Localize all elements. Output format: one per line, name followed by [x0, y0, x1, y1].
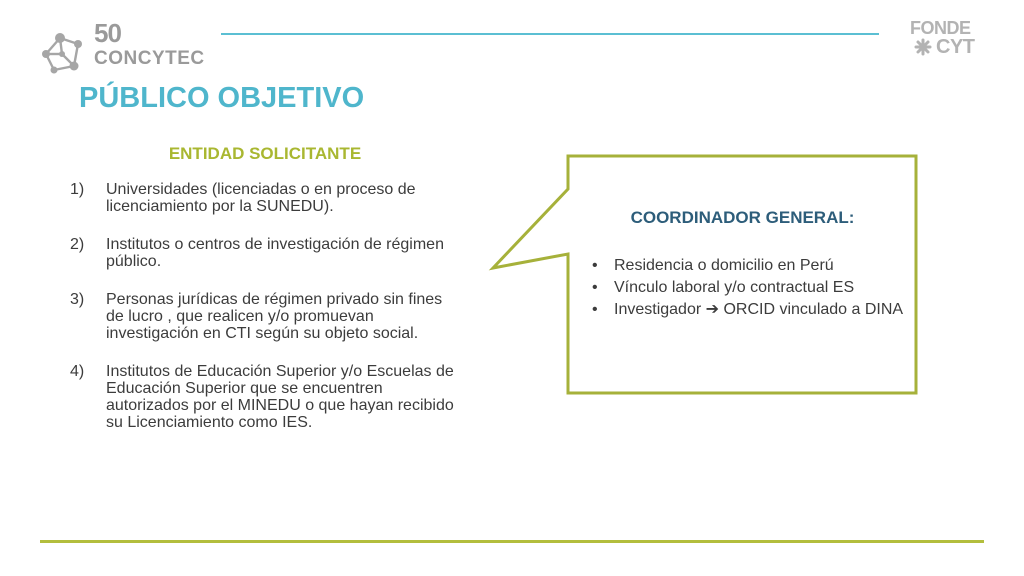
footer-divider — [40, 540, 984, 543]
arrow-right-icon: ➔ — [705, 301, 720, 318]
coordinator-heading: COORDINADOR GENERAL: — [630, 208, 855, 227]
logo-anniversary-number: 50 — [94, 18, 121, 48]
item-number: 4) — [70, 363, 85, 380]
entidad-heading: ENTIDAD SOLICITANTE — [168, 144, 362, 163]
list-item — [592, 299, 912, 320]
item-number: 1) — [70, 181, 85, 198]
list-item — [592, 255, 912, 276]
item-text-continued: ORCID vinculado a DINA — [719, 301, 904, 318]
bullet-icon: • — [592, 257, 598, 274]
item-number: 3) — [70, 291, 85, 308]
item-text: Institutos de Educación Superior y/o Escuelas de Educación Superior que se encuentren autorizados por el MINEDU o que hayan recibido su Licenciamiento como IES. — [106, 363, 454, 431]
logo-cyt-text: CYT — [936, 36, 975, 58]
item-text: Personas jurídicas de régimen privado sin fines de lucro , que realicen y/o promuevan investigación en CTI según su objeto social. — [106, 291, 443, 342]
logo-fonde-text: FONDE — [910, 18, 971, 38]
logo-concytec-text: CONCYTEC — [94, 48, 205, 69]
bullet-icon: • — [592, 279, 598, 296]
page-title: PÚBLICO OBJETIVO — [79, 82, 365, 114]
item-text: Universidades (licenciadas o en proceso de licenciamiento por la SUNEDU). — [106, 181, 416, 215]
item-number: 2) — [70, 236, 85, 253]
item-text: Investigador — [614, 301, 706, 318]
bullet-icon: • — [592, 301, 598, 318]
coordinator-list — [592, 255, 912, 321]
list-item — [592, 277, 912, 298]
item-text: Vínculo laboral y/o contractual ES — [614, 279, 855, 296]
item-text: Institutos o centros de investigación de régimen público. — [106, 236, 444, 270]
item-text: Residencia o domicilio en Perú — [614, 257, 834, 274]
